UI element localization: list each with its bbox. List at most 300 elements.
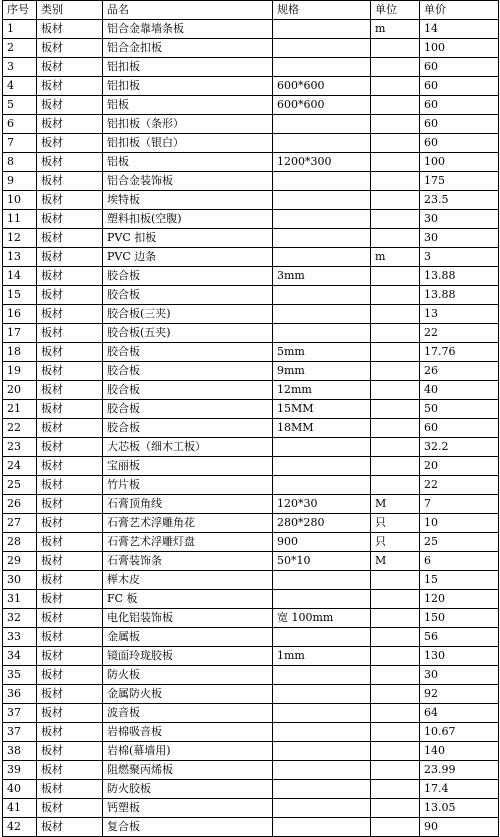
- cell-unit: [371, 58, 420, 77]
- cell-spec: [273, 324, 371, 343]
- cell-unit: [371, 609, 420, 628]
- cell-product-name: 胶合板: [103, 400, 273, 419]
- cell-spec: 9mm: [273, 362, 371, 381]
- cell-price: 30: [420, 666, 499, 685]
- cell-price: 60: [420, 134, 499, 153]
- cell-no: 26: [3, 495, 37, 514]
- cell-price: 90: [420, 818, 499, 837]
- cell-product-name: 榉木皮: [103, 571, 273, 590]
- cell-no: 15: [3, 286, 37, 305]
- cell-category: 板材: [37, 533, 103, 552]
- cell-price: 60: [420, 115, 499, 134]
- table-row: [3, 495, 499, 514]
- cell-spec: 900: [273, 533, 371, 552]
- cell-no: 22: [3, 419, 37, 438]
- cell-product-name: 阻燃聚丙烯板: [103, 761, 273, 780]
- cell-unit: [371, 210, 420, 229]
- table-row: [3, 362, 499, 381]
- table-row: [3, 324, 499, 343]
- cell-unit: m: [371, 20, 420, 39]
- cell-spec: [273, 39, 371, 58]
- cell-product-name: 金属板: [103, 628, 273, 647]
- table-row: [3, 533, 499, 552]
- cell-price: 3: [420, 248, 499, 267]
- cell-category: 板材: [37, 58, 103, 77]
- cell-no: 37: [3, 704, 37, 723]
- cell-no: 2: [3, 39, 37, 58]
- cell-product-name: 铝扣板（银白）: [103, 134, 273, 153]
- cell-spec: 5mm: [273, 343, 371, 362]
- cell-category: 板材: [37, 20, 103, 39]
- table-row: [3, 286, 499, 305]
- price-table-container: [2, 0, 499, 837]
- cell-price: 150: [420, 609, 499, 628]
- cell-no: 3: [3, 58, 37, 77]
- cell-category: 板材: [37, 609, 103, 628]
- cell-spec: [273, 210, 371, 229]
- cell-unit: [371, 153, 420, 172]
- cell-no: 10: [3, 191, 37, 210]
- cell-category: 板材: [37, 191, 103, 210]
- table-body: [3, 20, 499, 837]
- cell-spec: [273, 438, 371, 457]
- cell-spec: [273, 818, 371, 837]
- header-spec: 规格: [273, 1, 371, 20]
- table-row: [3, 267, 499, 286]
- cell-spec: [273, 58, 371, 77]
- cell-product-name: PVC 边条: [103, 248, 273, 267]
- cell-price: 100: [420, 39, 499, 58]
- cell-spec: 1mm: [273, 647, 371, 666]
- cell-price: 100: [420, 153, 499, 172]
- cell-no: 20: [3, 381, 37, 400]
- cell-unit: [371, 229, 420, 248]
- table-row: [3, 419, 499, 438]
- cell-spec: 600*600: [273, 96, 371, 115]
- cell-category: 板材: [37, 723, 103, 742]
- cell-unit: 只: [371, 514, 420, 533]
- cell-category: 板材: [37, 495, 103, 514]
- cell-no: 40: [3, 780, 37, 799]
- cell-product-name: 钙塑板: [103, 799, 273, 818]
- cell-category: 板材: [37, 115, 103, 134]
- cell-product-name: 石膏顶角线: [103, 495, 273, 514]
- cell-no: 31: [3, 590, 37, 609]
- cell-product-name: 石膏装饰条: [103, 552, 273, 571]
- cell-product-name: 胶合板: [103, 267, 273, 286]
- cell-unit: [371, 381, 420, 400]
- cell-category: 板材: [37, 134, 103, 153]
- cell-price: 22: [420, 476, 499, 495]
- cell-unit: [371, 343, 420, 362]
- cell-no: 18: [3, 343, 37, 362]
- cell-product-name: 胶合板: [103, 381, 273, 400]
- cell-spec: [273, 20, 371, 39]
- cell-product-name: 镜面玲珑胶板: [103, 647, 273, 666]
- table-row: [3, 818, 499, 837]
- cell-product-name: 铝扣板: [103, 77, 273, 96]
- cell-spec: [273, 761, 371, 780]
- table-row: [3, 609, 499, 628]
- cell-product-name: 岩棉吸音板: [103, 723, 273, 742]
- cell-no: 42: [3, 818, 37, 837]
- cell-price: 13.05: [420, 799, 499, 818]
- cell-category: 板材: [37, 628, 103, 647]
- cell-unit: [371, 647, 420, 666]
- cell-no: 35: [3, 666, 37, 685]
- cell-price: 40: [420, 381, 499, 400]
- cell-price: 60: [420, 419, 499, 438]
- cell-category: 板材: [37, 666, 103, 685]
- cell-unit: [371, 267, 420, 286]
- cell-spec: [273, 780, 371, 799]
- cell-price: 22: [420, 324, 499, 343]
- cell-unit: [371, 419, 420, 438]
- cell-no: 16: [3, 305, 37, 324]
- cell-unit: [371, 476, 420, 495]
- cell-no: 37: [3, 723, 37, 742]
- cell-spec: [273, 799, 371, 818]
- table-row: [3, 628, 499, 647]
- cell-price: 50: [420, 400, 499, 419]
- cell-category: 板材: [37, 552, 103, 571]
- cell-category: 板材: [37, 324, 103, 343]
- cell-spec: 15MM: [273, 400, 371, 419]
- cell-spec: 50*10: [273, 552, 371, 571]
- cell-product-name: 塑料扣板(空腹): [103, 210, 273, 229]
- cell-category: 板材: [37, 457, 103, 476]
- cell-price: 120: [420, 590, 499, 609]
- cell-spec: [273, 723, 371, 742]
- cell-no: 4: [3, 77, 37, 96]
- cell-product-name: 埃特板: [103, 191, 273, 210]
- table-row: [3, 685, 499, 704]
- cell-spec: [273, 457, 371, 476]
- cell-product-name: 铝合金靠墙条板: [103, 20, 273, 39]
- table-row: [3, 571, 499, 590]
- cell-price: 92: [420, 685, 499, 704]
- table-row: [3, 457, 499, 476]
- cell-spec: [273, 590, 371, 609]
- cell-price: 14: [420, 20, 499, 39]
- table-row: [3, 134, 499, 153]
- cell-category: 板材: [37, 248, 103, 267]
- cell-spec: 600*600: [273, 77, 371, 96]
- table-row: [3, 590, 499, 609]
- cell-unit: [371, 818, 420, 837]
- cell-unit: [371, 742, 420, 761]
- cell-product-name: 铝板: [103, 96, 273, 115]
- cell-category: 板材: [37, 381, 103, 400]
- cell-no: 1: [3, 20, 37, 39]
- cell-category: 板材: [37, 153, 103, 172]
- cell-product-name: 铝合金装饰板: [103, 172, 273, 191]
- cell-price: 10: [420, 514, 499, 533]
- cell-product-name: 铝扣板: [103, 58, 273, 77]
- cell-unit: [371, 172, 420, 191]
- cell-unit: [371, 134, 420, 153]
- cell-price: 26: [420, 362, 499, 381]
- cell-product-name: 石膏艺术浮雕角花: [103, 514, 273, 533]
- cell-category: 板材: [37, 514, 103, 533]
- cell-no: 19: [3, 362, 37, 381]
- table-row: [3, 742, 499, 761]
- table-row: [3, 514, 499, 533]
- cell-no: 41: [3, 799, 37, 818]
- cell-spec: [273, 571, 371, 590]
- cell-product-name: 胶合板(五夹): [103, 324, 273, 343]
- cell-price: 32.2: [420, 438, 499, 457]
- cell-product-name: 石膏艺术浮雕灯盘: [103, 533, 273, 552]
- cell-product-name: 防火板: [103, 666, 273, 685]
- cell-unit: [371, 400, 420, 419]
- cell-spec: [273, 666, 371, 685]
- header-no: 序号: [3, 1, 37, 20]
- table-row: [3, 476, 499, 495]
- cell-no: 27: [3, 514, 37, 533]
- cell-no: 39: [3, 761, 37, 780]
- cell-product-name: 胶合板: [103, 343, 273, 362]
- cell-spec: 280*280: [273, 514, 371, 533]
- table-row: [3, 39, 499, 58]
- cell-price: 6: [420, 552, 499, 571]
- table-row: [3, 229, 499, 248]
- cell-category: 板材: [37, 362, 103, 381]
- cell-price: 23.99: [420, 761, 499, 780]
- cell-product-name: 岩棉(幕墙用): [103, 742, 273, 761]
- cell-spec: [273, 172, 371, 191]
- cell-unit: [371, 286, 420, 305]
- cell-unit: [371, 115, 420, 134]
- cell-product-name: 波音板: [103, 704, 273, 723]
- header-unit: 单位: [371, 1, 420, 20]
- table-row: [3, 58, 499, 77]
- cell-unit: 只: [371, 533, 420, 552]
- cell-no: 6: [3, 115, 37, 134]
- table-row: [3, 704, 499, 723]
- cell-price: 30: [420, 229, 499, 248]
- cell-spec: [273, 305, 371, 324]
- cell-no: 12: [3, 229, 37, 248]
- cell-spec: 18MM: [273, 419, 371, 438]
- header-row: [3, 1, 499, 20]
- cell-unit: [371, 704, 420, 723]
- table-row: [3, 115, 499, 134]
- cell-no: 14: [3, 267, 37, 286]
- cell-spec: [273, 229, 371, 248]
- cell-product-name: 铝板: [103, 153, 273, 172]
- cell-category: 板材: [37, 400, 103, 419]
- cell-no: 24: [3, 457, 37, 476]
- cell-unit: [371, 457, 420, 476]
- cell-category: 板材: [37, 571, 103, 590]
- cell-category: 板材: [37, 799, 103, 818]
- cell-unit: [371, 96, 420, 115]
- cell-unit: [371, 628, 420, 647]
- cell-price: 25: [420, 533, 499, 552]
- table-row: [3, 780, 499, 799]
- cell-product-name: 铝合金扣板: [103, 39, 273, 58]
- cell-no: 21: [3, 400, 37, 419]
- cell-no: 33: [3, 628, 37, 647]
- cell-spec: 3mm: [273, 267, 371, 286]
- table-row: [3, 438, 499, 457]
- cell-product-name: FC 板: [103, 590, 273, 609]
- cell-category: 板材: [37, 761, 103, 780]
- cell-spec: [273, 248, 371, 267]
- cell-price: 15: [420, 571, 499, 590]
- cell-category: 板材: [37, 267, 103, 286]
- cell-price: 64: [420, 704, 499, 723]
- cell-price: 60: [420, 77, 499, 96]
- cell-no: 30: [3, 571, 37, 590]
- cell-product-name: 竹片板: [103, 476, 273, 495]
- cell-category: 板材: [37, 742, 103, 761]
- cell-price: 130: [420, 647, 499, 666]
- cell-spec: [273, 286, 371, 305]
- cell-unit: M: [371, 552, 420, 571]
- cell-category: 板材: [37, 343, 103, 362]
- cell-no: 8: [3, 153, 37, 172]
- table-row: [3, 248, 499, 267]
- cell-price: 17.4: [420, 780, 499, 799]
- table-row: [3, 153, 499, 172]
- cell-category: 板材: [37, 438, 103, 457]
- cell-price: 13.88: [420, 286, 499, 305]
- cell-category: 板材: [37, 286, 103, 305]
- cell-category: 板材: [37, 590, 103, 609]
- cell-no: 11: [3, 210, 37, 229]
- cell-spec: 120*30: [273, 495, 371, 514]
- table-row: [3, 647, 499, 666]
- cell-unit: [371, 761, 420, 780]
- cell-no: 38: [3, 742, 37, 761]
- price-table: [2, 0, 499, 837]
- cell-unit: [371, 685, 420, 704]
- cell-unit: [371, 799, 420, 818]
- cell-no: 32: [3, 609, 37, 628]
- cell-category: 板材: [37, 172, 103, 191]
- cell-no: 36: [3, 685, 37, 704]
- cell-product-name: 铝扣板（条形）: [103, 115, 273, 134]
- cell-no: 34: [3, 647, 37, 666]
- cell-price: 60: [420, 96, 499, 115]
- cell-unit: [371, 39, 420, 58]
- table-row: [3, 210, 499, 229]
- cell-unit: [371, 191, 420, 210]
- header-category: 类别: [37, 1, 103, 20]
- cell-spec: [273, 742, 371, 761]
- cell-no: 9: [3, 172, 37, 191]
- table-row: [3, 666, 499, 685]
- cell-spec: [273, 628, 371, 647]
- cell-product-name: 防火胶板: [103, 780, 273, 799]
- cell-category: 板材: [37, 419, 103, 438]
- table-row: [3, 723, 499, 742]
- cell-price: 17.76: [420, 343, 499, 362]
- table-row: [3, 552, 499, 571]
- table-row: [3, 400, 499, 419]
- cell-spec: 宽 100mm: [273, 609, 371, 628]
- cell-category: 板材: [37, 818, 103, 837]
- cell-product-name: 胶合板: [103, 419, 273, 438]
- cell-spec: [273, 134, 371, 153]
- cell-category: 板材: [37, 210, 103, 229]
- table-row: [3, 77, 499, 96]
- cell-no: 29: [3, 552, 37, 571]
- cell-no: 23: [3, 438, 37, 457]
- cell-category: 板材: [37, 96, 103, 115]
- cell-price: 30: [420, 210, 499, 229]
- table-row: [3, 799, 499, 818]
- cell-price: 13.88: [420, 267, 499, 286]
- cell-no: 25: [3, 476, 37, 495]
- cell-category: 板材: [37, 229, 103, 248]
- cell-price: 56: [420, 628, 499, 647]
- cell-unit: [371, 305, 420, 324]
- table-row: [3, 381, 499, 400]
- cell-price: 10.67: [420, 723, 499, 742]
- cell-no: 5: [3, 96, 37, 115]
- cell-category: 板材: [37, 77, 103, 96]
- cell-category: 板材: [37, 704, 103, 723]
- cell-unit: [371, 590, 420, 609]
- cell-unit: [371, 666, 420, 685]
- cell-price: 13: [420, 305, 499, 324]
- table-row: [3, 172, 499, 191]
- cell-no: 7: [3, 134, 37, 153]
- cell-spec: [273, 191, 371, 210]
- cell-unit: M: [371, 495, 420, 514]
- cell-product-name: 大芯板（细木工板）: [103, 438, 273, 457]
- cell-unit: [371, 571, 420, 590]
- cell-category: 板材: [37, 476, 103, 495]
- table-row: [3, 761, 499, 780]
- cell-product-name: PVC 扣板: [103, 229, 273, 248]
- header-price: 单价: [420, 1, 499, 20]
- table-row: [3, 96, 499, 115]
- cell-unit: [371, 362, 420, 381]
- cell-unit: [371, 438, 420, 457]
- cell-spec: [273, 115, 371, 134]
- cell-price: 140: [420, 742, 499, 761]
- cell-spec: [273, 685, 371, 704]
- cell-product-name: 胶合板: [103, 362, 273, 381]
- cell-price: 60: [420, 58, 499, 77]
- cell-unit: m: [371, 248, 420, 267]
- cell-category: 板材: [37, 305, 103, 324]
- cell-category: 板材: [37, 39, 103, 58]
- cell-spec: [273, 476, 371, 495]
- cell-no: 13: [3, 248, 37, 267]
- cell-price: 7: [420, 495, 499, 514]
- table-row: [3, 191, 499, 210]
- cell-price: 20: [420, 457, 499, 476]
- cell-product-name: 胶合板(三夹): [103, 305, 273, 324]
- cell-product-name: 电化铝装饰板: [103, 609, 273, 628]
- table-row: [3, 20, 499, 39]
- cell-product-name: 胶合板: [103, 286, 273, 305]
- cell-category: 板材: [37, 685, 103, 704]
- cell-spec: [273, 704, 371, 723]
- cell-price: 175: [420, 172, 499, 191]
- table-row: [3, 343, 499, 362]
- cell-no: 17: [3, 324, 37, 343]
- cell-category: 板材: [37, 780, 103, 799]
- cell-spec: 1200*300: [273, 153, 371, 172]
- cell-price: 23.5: [420, 191, 499, 210]
- header-product-name: 品名: [103, 1, 273, 20]
